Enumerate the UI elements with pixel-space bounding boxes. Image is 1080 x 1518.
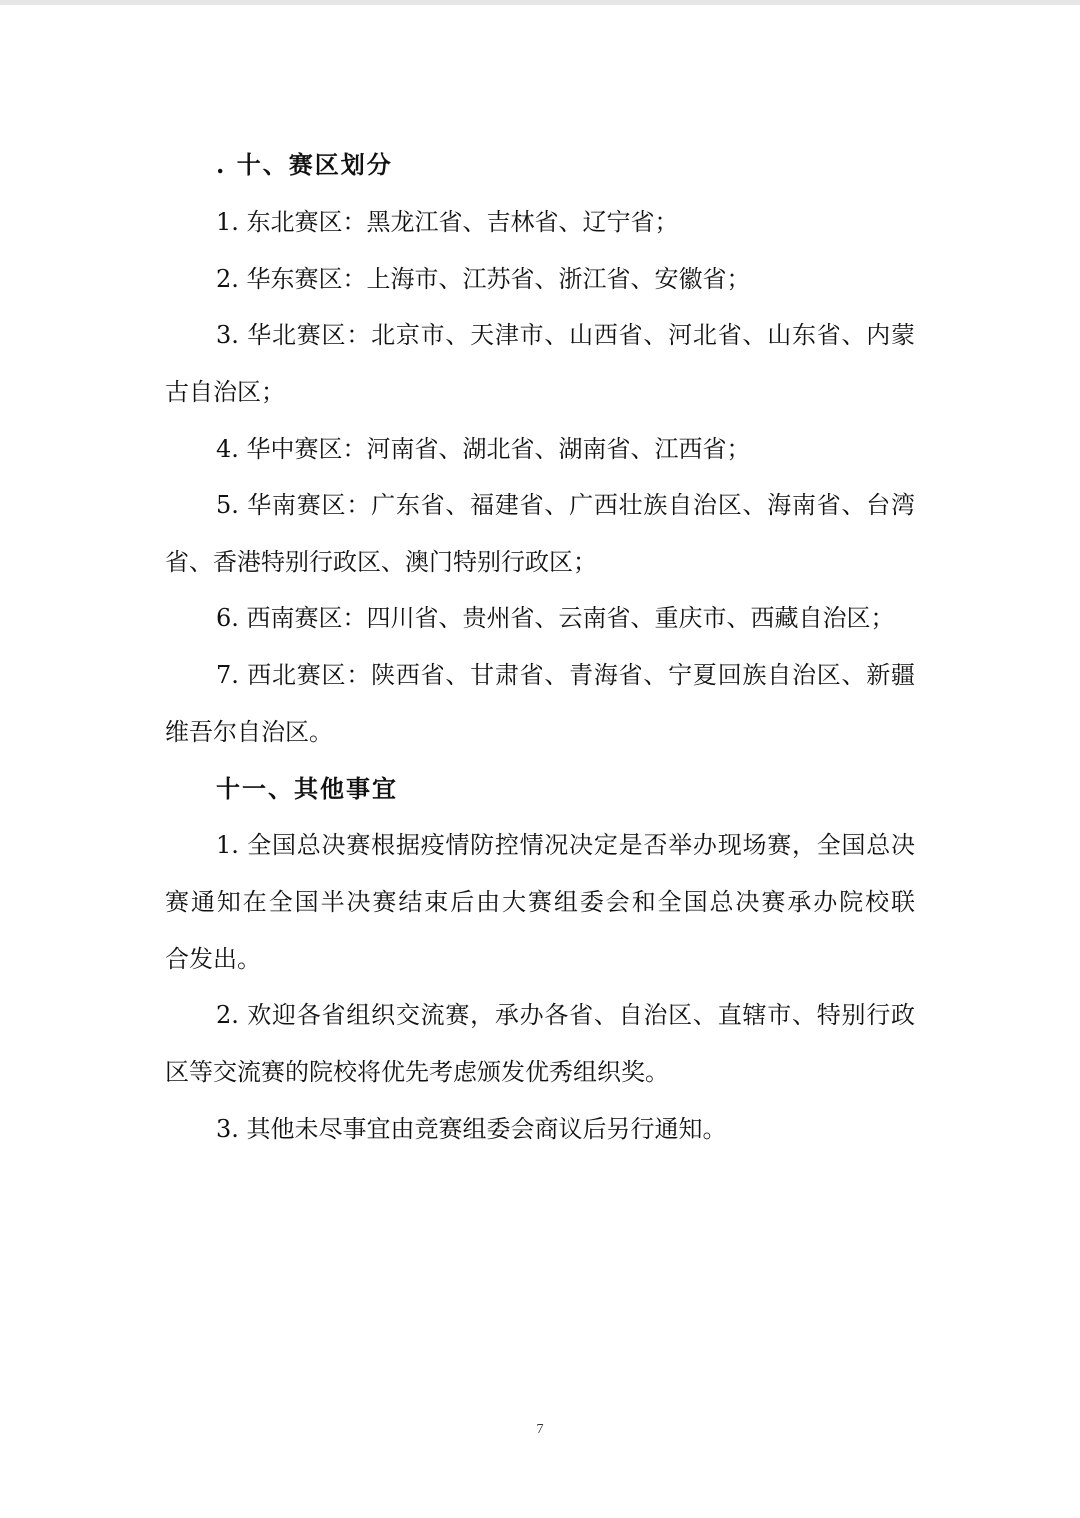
page-number: 7 <box>536 1422 544 1437</box>
section-heading-11: 十一、其他事宜 <box>216 774 398 803</box>
list-item-other: 3. 其他未尽事宜由竞赛组委会商议后另行通知。 <box>216 1115 727 1143</box>
list-item-south-line2: 省、香港特别行政区、澳门特别行政区； <box>165 548 597 576</box>
list-item-south-line1: 5. 华南赛区：广东省、福建省、广西壮族自治区、海南省、台湾 <box>216 491 915 519</box>
list-item-north-line2: 古自治区； <box>165 378 285 406</box>
list-item-finals-line3: 合发出。 <box>165 945 261 973</box>
list-item-northeast: 1. 东北赛区：黑龙江省、吉林省、辽宁省； <box>216 208 679 236</box>
section-heading-10: . 十、赛区划分 <box>216 150 393 179</box>
list-item-east: 2. 华东赛区：上海市、江苏省、浙江省、安徽省； <box>216 265 751 293</box>
list-item-central: 4. 华中赛区：河南省、湖北省、湖南省、江西省； <box>216 435 751 463</box>
list-item-southwest: 6. 西南赛区：四川省、贵州省、云南省、重庆市、西藏自治区； <box>216 604 895 632</box>
list-item-northwest-line2: 维吾尔自治区。 <box>165 718 333 746</box>
list-item-finals-line1: 1. 全国总决赛根据疫情防控情况决定是否举办现场赛，全国总决 <box>216 831 915 859</box>
list-item-finals-line2: 赛通知在全国半决赛结束后由大赛组委会和全国总决赛承办院校联 <box>165 888 915 916</box>
list-item-exchange-line1: 2. 欢迎各省组织交流赛，承办各省、自治区、直辖市、特别行政 <box>216 1001 915 1029</box>
list-item-exchange-line2: 区等交流赛的院校将优先考虑颁发优秀组织奖。 <box>165 1058 669 1086</box>
list-item-north-line1: 3. 华北赛区：北京市、天津市、山西省、河北省、山东省、内蒙 <box>216 321 915 349</box>
list-item-northwest-line1: 7. 西北赛区：陕西省、甘肃省、青海省、宁夏回族自治区、新疆 <box>216 661 915 689</box>
